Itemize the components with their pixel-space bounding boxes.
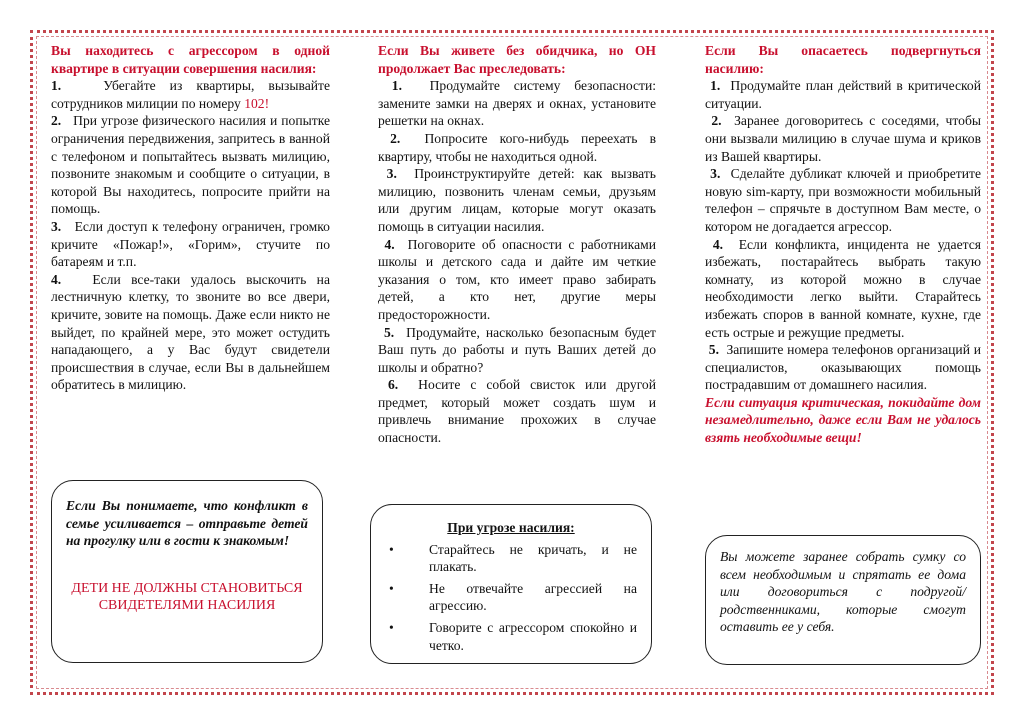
column-3 [705, 42, 981, 447]
list-item: 3. Проинструктируйте детей: как вызвать милицию, позвонить членам семьи, друзьям или другим лицам, которые могут оказать помощь в ситуации насилия. [378, 166, 657, 234]
list-item: 4. Если все-таки удалось выскочить на лестничную клетку, то звоните во все двери, кричите, зовите на помощь. Даже если никто не выйдет, по крайней мере, это может остудить нападающего, а у Вас будут свидетели происшествия в случае, если Вы в дальнейшем обратитесь в милицию. [51, 271, 330, 393]
children-warning-caption: ДЕТИ НЕ ДОЛЖНЫ СТАНОВИТЬСЯ СВИДЕТЕЛЯМИ НАСИЛИЯ [71, 580, 303, 614]
bag-tip-box [705, 535, 981, 665]
list-item: 1. Убегайте из квартиры, вызывайте сотрудников милиции по номеру 102! [51, 78, 330, 111]
list-item: 6. Носите с собой свисток или другой предмет, который может создать шум и привлечь внимание прохожих в случае опасности. [378, 377, 656, 446]
threat-tips-title: При угрозе насилия: [447, 520, 575, 535]
list-item: 3. Если доступ к телефону ограничен, громко кричите «Пожар!», «Горим», стучите по батареям и т.п. [51, 218, 330, 270]
list-item: • Старайтесь не кричать, и не плакать. [385, 541, 637, 576]
bullet-icon: • [389, 580, 394, 596]
column-2 [378, 42, 656, 447]
list-item: 1. Продумайте план действий в критической ситуации. [705, 78, 982, 111]
bullet-icon: • [389, 619, 394, 635]
list-item: 1. Продумайте систему безопасности: замените замки на дверях и окнах, установите решетки на окнах. [378, 78, 657, 129]
bag-tip-text: Вы можете заранее собрать сумку со всем необходимым и спрятать ее дома или договориться с подругой/родственниками, которые смогут оставить ее у себя. [720, 549, 966, 635]
column-1-heading: Вы находитесь с агрессором в одной квартире в ситуации совершения насилия: [51, 43, 330, 76]
emergency-number: 102! [244, 95, 270, 111]
list-item: 5. Продумайте, насколько безопасным будет Ваш путь до работы и путь Ваших детей до школы и обратно? [378, 324, 656, 375]
children-warning-text: Если Вы понимаете, что конфликт в семье усиливается – отправьте детей на прогулку или в гости к знакомым! [66, 498, 308, 549]
column-2-heading: Если Вы живете без обидчика, но ОН продолжает Вас преследовать: [378, 43, 656, 76]
column-1 [51, 42, 330, 394]
list-item: 5. Запишите номера телефонов организаций и специалистов, оказывающих помощь пострадавшим от домашнего насилия. [705, 342, 982, 393]
column-3-heading: Если Вы опасаетесь подвергнуться насилию: [705, 43, 981, 76]
bullet-icon: • [389, 541, 394, 557]
list-item: 3. Сделайте дубликат ключей и приобретите новую sim-карту, при возможности мобильный телефон – спрячьте в доступном Вам месте, о котором не догадается агрессор. [705, 166, 981, 234]
list-item: • Говорите с агрессором спокойно и четко. [385, 619, 637, 654]
critical-warning: Если ситуация критическая, покидайте дом незамедлительно, даже если Вам не удалось взять необходимые вещи! [705, 394, 981, 446]
list-item: 2. Заранее договоритесь с соседями, чтобы они вызвали милицию в случае шума и криков из Вашей квартиры. [705, 113, 981, 164]
threat-tips-box [370, 504, 652, 664]
list-item: 4. Если конфликта, инцидента не удается избежать, постарайтесь выбрать такую комнату, из которой можно в случае необходимости легко выйти. Старайтесь избежать споров в ванной комнате, кухне, где есть острые и режущие предметы. [705, 236, 982, 340]
list-item: • Не отвечайте агрессией на агрессию. [385, 580, 637, 615]
list-item: 2. При угрозе физического насилия и попытке ограничения передвижения, запритесь в ванной с телефоном и попытайтесь вызвать милицию, позвоните знакомым и сообщите о ситуации, в которой Вы находитесь, попросите прийти на помощь. [51, 113, 330, 217]
list-item: 2. Попросите кого-нибудь переехать в квартиру, чтобы не находиться одной. [378, 130, 656, 164]
children-warning-box [51, 480, 323, 663]
list-item: 4. Поговорите об опасности с работниками школы и детского сада и дайте им четкие указания о том, кто имеет право забирать детей, а кто нет, другие меры предосторожности. [378, 236, 656, 322]
